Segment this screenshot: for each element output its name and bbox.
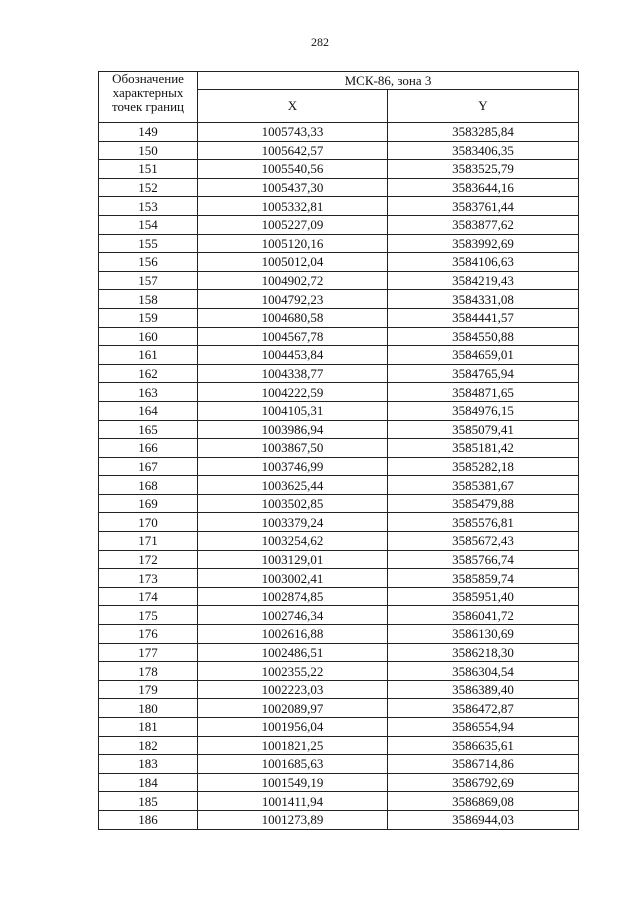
table-row <box>99 364 579 383</box>
point-id-cell: 178 <box>99 662 198 681</box>
table-row <box>99 680 579 699</box>
y-coordinate-cell: 3584331,08 <box>388 290 579 309</box>
table-row <box>99 234 579 253</box>
table-body <box>99 123 579 830</box>
point-id-cell: 149 <box>99 123 198 142</box>
point-label-line: характерных <box>112 85 184 100</box>
table-row <box>99 290 579 309</box>
coordinates-table <box>98 71 579 830</box>
point-id-cell: 159 <box>99 308 198 327</box>
y-coordinate-cell: 3585282,18 <box>388 457 579 476</box>
point-id-cell: 162 <box>99 364 198 383</box>
coordinate-system-header: МСК-86, зона 3 <box>198 72 579 90</box>
x-coordinate-cell: 1005642,57 <box>198 141 388 160</box>
point-id-cell: 180 <box>99 699 198 718</box>
table-row <box>99 271 579 290</box>
point-id-cell: 172 <box>99 550 198 569</box>
table-row <box>99 699 579 718</box>
table-row <box>99 773 579 792</box>
x-coordinate-cell: 1002746,34 <box>198 606 388 625</box>
x-coordinate-cell: 1003746,99 <box>198 457 388 476</box>
x-coordinate-cell: 1004222,59 <box>198 383 388 402</box>
point-id-cell: 179 <box>99 680 198 699</box>
y-coordinate-cell: 3586218,30 <box>388 643 579 662</box>
point-id-cell: 151 <box>99 160 198 179</box>
table-row <box>99 401 579 420</box>
table-row <box>99 327 579 346</box>
point-id-cell: 173 <box>99 569 198 588</box>
point-id-cell: 174 <box>99 587 198 606</box>
x-coordinate-cell: 1003379,24 <box>198 513 388 532</box>
x-coordinate-cell: 1005227,09 <box>198 215 388 234</box>
y-coordinate-cell: 3584106,63 <box>388 253 579 272</box>
table-row <box>99 606 579 625</box>
table-row <box>99 718 579 737</box>
x-coordinate-cell: 1004792,23 <box>198 290 388 309</box>
table-row <box>99 513 579 532</box>
point-id-cell: 158 <box>99 290 198 309</box>
point-id-cell: 171 <box>99 532 198 551</box>
y-coordinate-cell: 3585951,40 <box>388 587 579 606</box>
y-coordinate-cell: 3584219,43 <box>388 271 579 290</box>
y-coordinate-cell: 3583992,69 <box>388 234 579 253</box>
x-coordinate-cell: 1001411,94 <box>198 792 388 811</box>
y-coordinate-cell: 3584441,57 <box>388 308 579 327</box>
point-label-line: Обозначение <box>112 71 184 86</box>
point-id-cell: 166 <box>99 439 198 458</box>
table-header <box>99 72 579 123</box>
x-coordinate-cell: 1002089,97 <box>198 699 388 718</box>
point-id-cell: 156 <box>99 253 198 272</box>
y-coordinate-cell: 3586944,03 <box>388 810 579 829</box>
table-row <box>99 476 579 495</box>
point-id-cell: 185 <box>99 792 198 811</box>
x-column-header: X <box>198 90 388 123</box>
x-coordinate-cell: 1001956,04 <box>198 718 388 737</box>
point-id-cell: 165 <box>99 420 198 439</box>
point-id-cell: 182 <box>99 736 198 755</box>
table-row <box>99 160 579 179</box>
header-row-system <box>99 72 579 90</box>
table-row <box>99 215 579 234</box>
table-row <box>99 197 579 216</box>
y-coordinate-cell: 3586714,86 <box>388 755 579 774</box>
point-id-cell: 186 <box>99 810 198 829</box>
point-id-cell: 175 <box>99 606 198 625</box>
x-coordinate-cell: 1002223,03 <box>198 680 388 699</box>
x-coordinate-cell: 1002616,88 <box>198 625 388 644</box>
y-coordinate-cell: 3586869,08 <box>388 792 579 811</box>
point-id-cell: 155 <box>99 234 198 253</box>
table-row <box>99 532 579 551</box>
y-coordinate-cell: 3585381,67 <box>388 476 579 495</box>
x-coordinate-cell: 1001549,19 <box>198 773 388 792</box>
point-id-cell: 153 <box>99 197 198 216</box>
y-coordinate-cell: 3585079,41 <box>388 420 579 439</box>
point-id-cell: 154 <box>99 215 198 234</box>
x-coordinate-cell: 1004567,78 <box>198 327 388 346</box>
x-coordinate-cell: 1001273,89 <box>198 810 388 829</box>
table-row <box>99 736 579 755</box>
table-row <box>99 346 579 365</box>
x-coordinate-cell: 1003129,01 <box>198 550 388 569</box>
table-row <box>99 308 579 327</box>
y-coordinate-cell: 3586041,72 <box>388 606 579 625</box>
point-id-cell: 167 <box>99 457 198 476</box>
table-row <box>99 420 579 439</box>
table-row <box>99 439 579 458</box>
x-coordinate-cell: 1005332,81 <box>198 197 388 216</box>
y-coordinate-cell: 3584976,15 <box>388 401 579 420</box>
point-id-cell: 157 <box>99 271 198 290</box>
table-row <box>99 810 579 829</box>
table-row <box>99 643 579 662</box>
y-column-header: Y <box>388 90 579 123</box>
y-coordinate-cell: 3584550,88 <box>388 327 579 346</box>
table-row <box>99 550 579 569</box>
point-label-line: точек границ <box>111 99 185 114</box>
table-row <box>99 253 579 272</box>
x-coordinate-cell: 1003002,41 <box>198 569 388 588</box>
x-coordinate-cell: 1003625,44 <box>198 476 388 495</box>
table-row <box>99 625 579 644</box>
x-coordinate-cell: 1003254,62 <box>198 532 388 551</box>
x-coordinate-cell: 1002355,22 <box>198 662 388 681</box>
y-coordinate-cell: 3586472,87 <box>388 699 579 718</box>
table-row <box>99 123 579 142</box>
table-row <box>99 662 579 681</box>
y-coordinate-cell: 3585672,43 <box>388 532 579 551</box>
y-coordinate-cell: 3586304,54 <box>388 662 579 681</box>
x-coordinate-cell: 1003986,94 <box>198 420 388 439</box>
point-id-cell: 177 <box>99 643 198 662</box>
y-coordinate-cell: 3584871,65 <box>388 383 579 402</box>
point-id-cell: 150 <box>99 141 198 160</box>
y-coordinate-cell: 3585181,42 <box>388 439 579 458</box>
x-coordinate-cell: 1002874,85 <box>198 587 388 606</box>
x-coordinate-cell: 1001685,63 <box>198 755 388 774</box>
x-coordinate-cell: 1003502,85 <box>198 494 388 513</box>
point-id-cell: 160 <box>99 327 198 346</box>
table-row <box>99 457 579 476</box>
x-coordinate-cell: 1001821,25 <box>198 736 388 755</box>
point-id-cell: 168 <box>99 476 198 495</box>
point-id-cell: 163 <box>99 383 198 402</box>
table-row <box>99 141 579 160</box>
x-coordinate-cell: 1005120,16 <box>198 234 388 253</box>
table-row <box>99 792 579 811</box>
y-coordinate-cell: 3586635,61 <box>388 736 579 755</box>
y-coordinate-cell: 3583285,84 <box>388 123 579 142</box>
y-coordinate-cell: 3583406,35 <box>388 141 579 160</box>
point-id-cell: 181 <box>99 718 198 737</box>
y-coordinate-cell: 3585766,74 <box>388 550 579 569</box>
x-coordinate-cell: 1005743,33 <box>198 123 388 142</box>
y-coordinate-cell: 3586792,69 <box>388 773 579 792</box>
point-id-cell: 184 <box>99 773 198 792</box>
y-coordinate-cell: 3583525,79 <box>388 160 579 179</box>
y-coordinate-cell: 3585576,81 <box>388 513 579 532</box>
y-coordinate-cell: 3583877,62 <box>388 215 579 234</box>
x-coordinate-cell: 1004338,77 <box>198 364 388 383</box>
y-coordinate-cell: 3585859,74 <box>388 569 579 588</box>
x-coordinate-cell: 1003867,50 <box>198 439 388 458</box>
table-row <box>99 178 579 197</box>
y-coordinate-cell: 3584765,94 <box>388 364 579 383</box>
table-row <box>99 494 579 513</box>
y-coordinate-cell: 3583644,16 <box>388 178 579 197</box>
table-row <box>99 383 579 402</box>
point-id-cell: 152 <box>99 178 198 197</box>
point-id-cell: 161 <box>99 346 198 365</box>
y-coordinate-cell: 3586389,40 <box>388 680 579 699</box>
table-row <box>99 755 579 774</box>
point-id-cell: 170 <box>99 513 198 532</box>
x-coordinate-cell: 1005540,56 <box>198 160 388 179</box>
point-id-cell: 164 <box>99 401 198 420</box>
y-coordinate-cell: 3584659,01 <box>388 346 579 365</box>
x-coordinate-cell: 1004680,58 <box>198 308 388 327</box>
x-coordinate-cell: 1004902,72 <box>198 271 388 290</box>
y-coordinate-cell: 3586130,69 <box>388 625 579 644</box>
table-row <box>99 569 579 588</box>
table-row <box>99 587 579 606</box>
x-coordinate-cell: 1005437,30 <box>198 178 388 197</box>
x-coordinate-cell: 1002486,51 <box>198 643 388 662</box>
y-coordinate-cell: 3583761,44 <box>388 197 579 216</box>
point-id-cell: 169 <box>99 494 198 513</box>
page-number: 282 <box>311 35 329 49</box>
y-coordinate-cell: 3585479,88 <box>388 494 579 513</box>
x-coordinate-cell: 1004453,84 <box>198 346 388 365</box>
x-coordinate-cell: 1005012,04 <box>198 253 388 272</box>
point-id-cell: 183 <box>99 755 198 774</box>
y-coordinate-cell: 3586554,94 <box>388 718 579 737</box>
point-id-cell: 176 <box>99 625 198 644</box>
point-label-header <box>99 72 198 123</box>
x-coordinate-cell: 1004105,31 <box>198 401 388 420</box>
